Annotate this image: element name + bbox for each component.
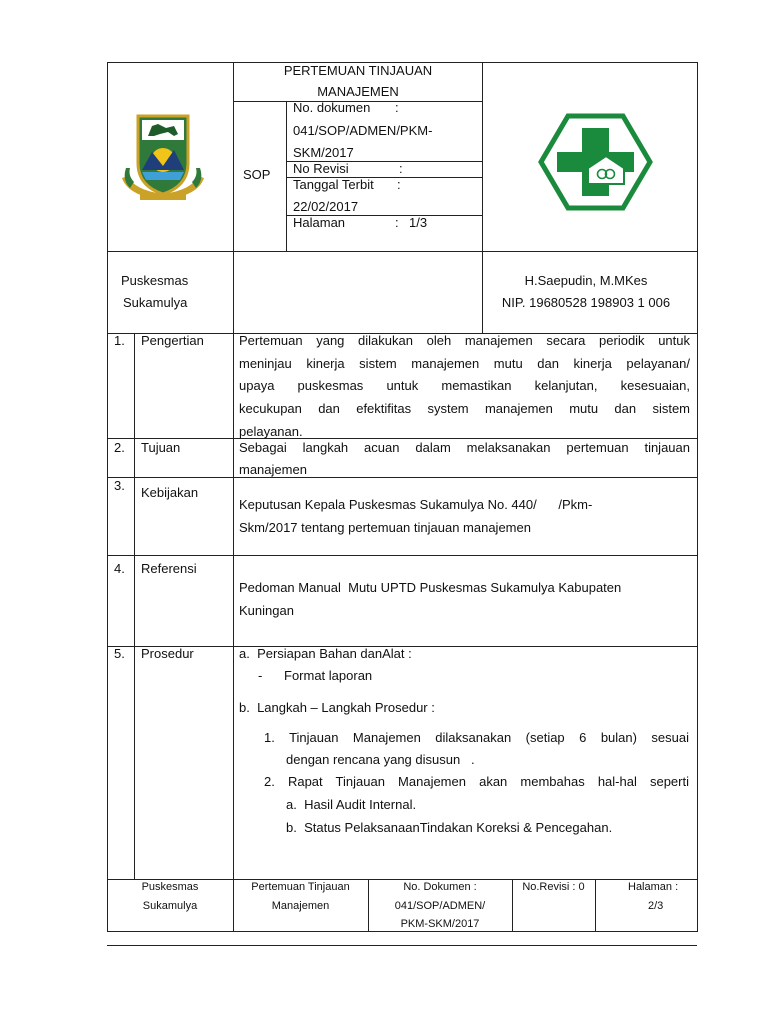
- halaman-colon: :: [395, 215, 399, 230]
- sop-label: SOP: [243, 167, 271, 182]
- footer-title-line2: Manajemen: [271, 900, 330, 912]
- footer-doc-line1: No. Dokumen :: [403, 881, 477, 893]
- section-2-content: Sebagai langkah acuan dalam melaksanakan pertemuan tinjauan manajemen: [239, 440, 690, 477]
- section-3-line2: Skm/2017 tentang pertemuan tinjauan manajemen: [239, 520, 531, 535]
- footer-org-line1: Puskesmas: [141, 881, 199, 893]
- section-4-line1: Pedoman Manual Mutu UPTD Puskesmas Sukamulya Kabupaten: [239, 580, 622, 595]
- prosedur-step-1-cont: dengan rencana yang disusun .: [286, 752, 475, 767]
- halaman-value: 1/3: [409, 215, 428, 230]
- section-3-number: 3.: [114, 478, 125, 493]
- footer-halaman-value: 2/3: [648, 900, 664, 912]
- footer-org-line2: Sukamulya: [142, 900, 198, 912]
- doc-no-value-line1: 041/SOP/ADMEN/PKM-: [293, 123, 433, 138]
- section-4-line2: Kuningan: [239, 603, 294, 618]
- terbit-colon: :: [397, 177, 401, 192]
- section-4-number: 4.: [114, 561, 125, 576]
- doc-no-label: No. dokumen: [293, 100, 371, 115]
- sop-title-line1: PERTEMUAN TINJAUAN: [283, 63, 433, 78]
- prosedur-a-title: a. Persiapan Bahan danAlat :: [239, 646, 412, 661]
- halaman-label: Halaman: [293, 215, 346, 230]
- section-1-number: 1.: [114, 333, 125, 348]
- signer-name: H.Saepudin, M.MKes: [524, 273, 648, 288]
- section-2-label: Tujuan: [141, 440, 181, 455]
- prosedur-b-title: b. Langkah – Langkah Prosedur :: [239, 700, 435, 715]
- prosedur-step-1: 1. Tinjauan Manajemen dilaksanakan (setiap 6 bulan) sesuai: [264, 730, 689, 745]
- terbit-label: Tanggal Terbit: [293, 177, 374, 192]
- doc-no-value-line2: SKM/2017: [293, 145, 354, 160]
- prosedur-step-2-b: b. Status PelaksanaanTindakan Koreksi & Pencegahan.: [286, 820, 613, 835]
- org-name-line1: Puskesmas: [121, 273, 189, 288]
- prosedur-step-2-a: a. Hasil Audit Internal.: [286, 797, 417, 812]
- footer-revisi: No.Revisi : 0: [522, 881, 585, 893]
- puskesmas-logo: [538, 112, 653, 212]
- prosedur-step-2: 2. Rapat Tinjauan Manajemen akan membahas hal-hal seperti: [264, 774, 689, 789]
- signer-nip: NIP. 19680528 198903 1 006: [501, 295, 671, 310]
- footer-halaman-label: Halaman :: [628, 881, 679, 893]
- section-3-label: Kebijakan: [141, 485, 199, 500]
- footer-doc-line2: 041/SOP/ADMEN/: [394, 900, 486, 912]
- prosedur-a-item: - Format laporan: [258, 668, 373, 683]
- terbit-value: 22/02/2017: [293, 199, 359, 214]
- org-name-line2: Sukamulya: [123, 295, 188, 310]
- section-5-label: Prosedur: [141, 646, 194, 661]
- section-4-label: Referensi: [141, 561, 197, 576]
- doc-no-colon: :: [395, 100, 399, 115]
- revisi-label: No Revisi: [293, 161, 349, 176]
- footer-title-line1: Pertemuan Tinjauan: [251, 881, 350, 893]
- revisi-colon: :: [399, 161, 403, 176]
- section-1-label: Pengertian: [141, 333, 204, 348]
- regency-coat-of-arms-logo: [118, 108, 208, 208]
- section-5-number: 5.: [114, 646, 125, 661]
- footer-doc-line3: PKM-SKM/2017: [400, 918, 480, 930]
- sop-title-line2: MANAJEMEN: [317, 84, 399, 99]
- section-3-line1: Keputusan Kepala Puskesmas Sukamulya No. 440/ /Pkm-: [239, 497, 593, 512]
- section-2-number: 2.: [114, 440, 125, 455]
- section-1-content: Pertemuan yang dilakukan oleh manajemen secara periodik untuk meninjau kinerja sistem manajemen mutu dan kinerja pelayanan/ upaya puskesmas untuk memastikan kelanjutan, kesesuaian, kecukupan dan efektifitas system manajemen mutu dan sistem pelayanan.: [239, 333, 690, 439]
